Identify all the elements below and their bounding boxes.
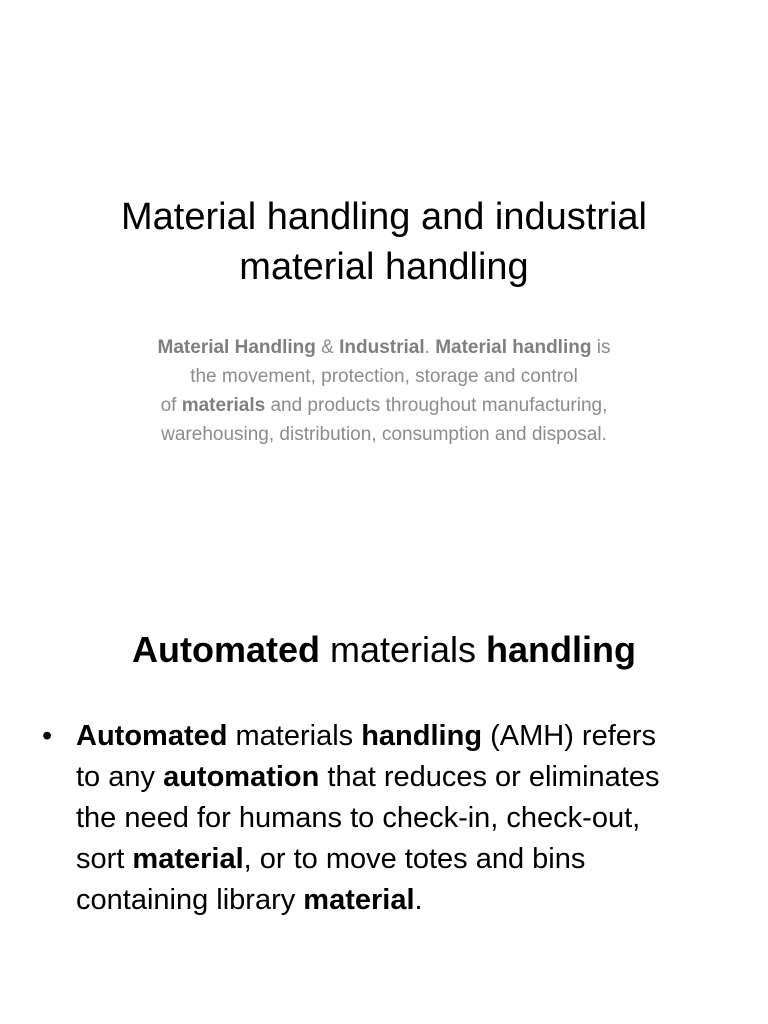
bullet-text: (AMH) refers [482, 720, 657, 752]
bullet-bold-automated: Automated [76, 720, 228, 752]
slide-1-subtitle [110, 333, 658, 449]
slide-2-title [40, 625, 728, 675]
bullet-text: materials [227, 720, 362, 752]
subtitle-text: is [591, 337, 611, 358]
subtitle-text: warehousing, distribution, consumption and disposal. [161, 424, 607, 445]
slide-1-title [40, 192, 728, 292]
subtitle-text: the movement, protection, storage and control [190, 366, 578, 387]
subtitle-text: and products throughout manufacturing, [265, 395, 608, 416]
subtitle-text: . [424, 337, 436, 358]
title-line-1: Material handling and industrial [121, 196, 647, 238]
title-text: materials [319, 629, 487, 670]
subtitle-bold-material-handling-2: Material handling [435, 337, 592, 358]
bullet-text: , or to move totes and bins [243, 843, 586, 875]
bullet-text: that reduces or eliminates [319, 761, 660, 793]
subtitle-bold-materials: materials [181, 395, 266, 416]
bullet-text: . [414, 884, 423, 916]
bullet-bold-material-2: material [303, 884, 415, 916]
bullet-bold-handling: handling [361, 720, 483, 752]
bullet-text: to any [76, 761, 164, 793]
bullet-bold-material: material [132, 843, 244, 875]
title-line-2: material handling [239, 246, 529, 288]
subtitle-text: of [160, 395, 182, 416]
bullet-item [40, 716, 730, 921]
bullet-dot-icon: • [42, 720, 53, 752]
title-bold-handling: handling [486, 629, 637, 670]
bullet-list [40, 716, 730, 921]
bullet-text: containing library [76, 884, 304, 916]
bullet-bold-automation: automation [163, 761, 320, 793]
subtitle-text: & [315, 337, 340, 358]
subtitle-bold-industrial: Industrial [339, 337, 425, 358]
bullet-text: sort [76, 843, 133, 875]
bullet-text: the need for humans to check-in, check-out, [76, 802, 641, 834]
subtitle-bold-material-handling: Material Handling [157, 337, 316, 358]
title-bold-automated: Automated [131, 629, 320, 670]
